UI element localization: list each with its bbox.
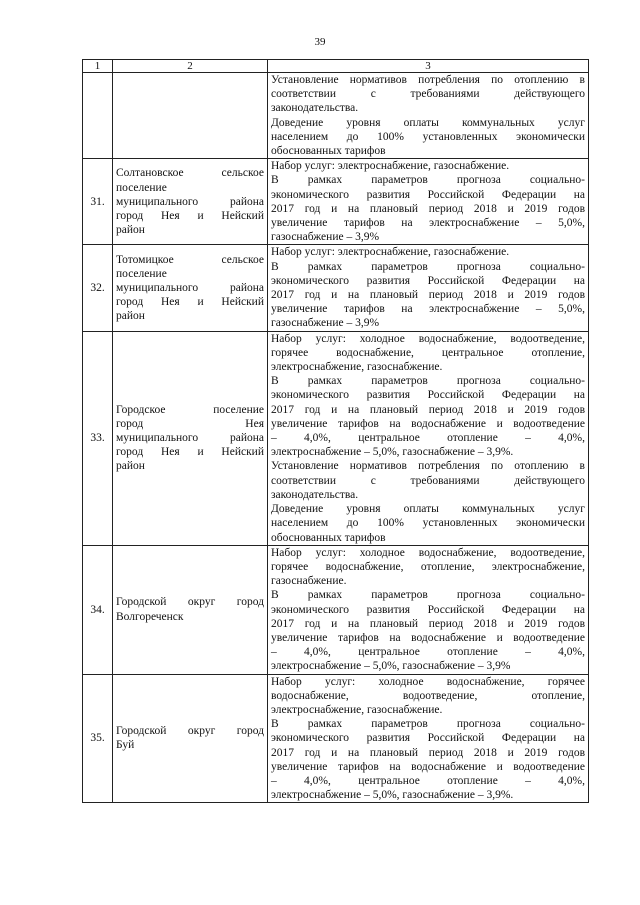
- table-row: [83, 545, 589, 674]
- description-line: Доведение уровня оплаты коммунальных услуг: [271, 503, 585, 516]
- description-paragraph: [271, 546, 585, 589]
- measures-description: [268, 674, 589, 803]
- description-paragraph: [271, 332, 585, 375]
- table-row: [83, 73, 589, 159]
- description-line: электроснабжение – 5,0%, газоснабжение – 3,9%.: [271, 789, 514, 802]
- description-line: Доведение уровня оплаты коммунальных услуг: [271, 116, 585, 129]
- description-line: экономического развития Российской Федерации на: [271, 732, 585, 745]
- description-line: газоснабжение.: [271, 575, 347, 588]
- row-number: 35.: [83, 674, 113, 803]
- description-paragraph: [271, 73, 585, 116]
- header-row: [83, 60, 589, 73]
- description-line: населением до 100% установленных экономически: [271, 517, 585, 530]
- tariff-table: [82, 59, 589, 803]
- table-row: [83, 674, 589, 803]
- municipality-name-line: Буй: [116, 739, 135, 752]
- header-col-1: 1: [83, 60, 113, 73]
- description-paragraph: [271, 260, 585, 331]
- description-paragraph: [271, 459, 585, 502]
- description-line: увеличение тарифов на электроснабжение – 5,0%,: [271, 303, 585, 316]
- measures-description: [268, 245, 589, 331]
- description-line: обоснованных тарифов: [271, 145, 386, 158]
- description-line: газоснабжение – 3,9%: [271, 317, 380, 330]
- description-line: экономического развития Российской Федерации на: [271, 389, 585, 402]
- description-line: соответствии с требованиями действующего: [271, 88, 585, 101]
- description-line: экономического развития Российской Федерации на: [271, 603, 585, 616]
- description-line: 2017 год и на плановый период 2018 и 2019 годов: [271, 403, 585, 416]
- description-line: 2017 год и на плановый период 2018 и 2019 годов: [271, 289, 585, 302]
- description-line: 2017 год и на плановый период 2018 и 2019 годов: [271, 746, 585, 759]
- municipality-name-line: муниципального района: [116, 432, 264, 445]
- description-line: электроснабжение – 5,0%, газоснабжение – 3,9%.: [271, 446, 514, 459]
- measures-description: [268, 545, 589, 674]
- description-line: – 4,0%, центральное отопление – 4,0%,: [271, 774, 585, 787]
- row-number: 32.: [83, 245, 113, 331]
- description-line: – 4,0%, центральное отопление – 4,0%,: [271, 432, 585, 445]
- municipality-name-line: Городское поселение: [116, 403, 264, 416]
- description-line: населением до 100% установленных экономически: [271, 130, 585, 143]
- description-line: горячее водоснабжение, центральное отопление,: [271, 346, 585, 359]
- description-paragraph: [271, 173, 585, 244]
- measures-description: [268, 73, 589, 159]
- description-paragraph: [271, 588, 585, 673]
- municipality-name-line: Городской округ город: [116, 725, 264, 738]
- municipality-name-line: район: [116, 224, 145, 237]
- description-line: Набор услуг: электроснабжение, газоснабжение.: [271, 160, 510, 173]
- row-number: 34.: [83, 545, 113, 674]
- municipality-name: [113, 159, 268, 245]
- table-row: [83, 159, 589, 245]
- description-line: 2017 год и на плановый период 2018 и 2019 годов: [271, 617, 585, 630]
- description-line: обоснованных тарифов: [271, 531, 386, 544]
- description-line: электроснабжение – 5,0%, газоснабжение – 3,9%: [271, 660, 511, 673]
- municipality-name: [113, 674, 268, 803]
- header-col-3: 3: [268, 60, 589, 73]
- description-line: Установление нормативов потребления по отоплению в: [271, 460, 585, 473]
- municipality-name-line: город Нея и Нейский: [116, 296, 264, 309]
- description-paragraph: [271, 675, 585, 718]
- description-line: Набор услуг: электроснабжение, газоснабжение.: [271, 246, 510, 259]
- description-line: экономического развития Российской Федерации на: [271, 188, 585, 201]
- description-line: горячее водоснабжение, отопление, электроснабжение,: [271, 560, 585, 573]
- municipality-name-line: Солтановское сельское: [116, 167, 264, 180]
- municipality-name: [113, 245, 268, 331]
- description-line: Набор услуг: холодное водоснабжение, водоотведение,: [271, 332, 585, 345]
- municipality-name-line: район: [116, 310, 145, 323]
- municipality-name-line: муниципального района: [116, 195, 264, 208]
- municipality-name-line: поселение: [116, 181, 167, 194]
- description-line: увеличение тарифов на водоснабжение и водоотведение: [271, 760, 585, 773]
- municipality-name-line: Тотомицкое сельское: [116, 253, 264, 266]
- description-line: экономического развития Российской Федерации на: [271, 274, 585, 287]
- description-paragraph: [271, 502, 585, 545]
- description-paragraph: [271, 116, 585, 159]
- municipality-name: [113, 545, 268, 674]
- description-line: В рамках параметров прогноза социально-: [271, 375, 585, 388]
- description-paragraph: [271, 374, 585, 459]
- description-line: законодательства.: [271, 488, 359, 501]
- row-number: 33.: [83, 331, 113, 545]
- table-row: [83, 245, 589, 331]
- measures-description: [268, 159, 589, 245]
- description-line: электроснабжение, газоснабжение.: [271, 703, 443, 716]
- page-number: 39: [314, 36, 326, 48]
- description-line: 2017 год и на плановый период 2018 и 2019 годов: [271, 202, 585, 215]
- header-col-2: 2: [113, 60, 268, 73]
- description-line: водоснабжение, водоотведение, отопление,: [271, 689, 585, 702]
- description-line: Набор услуг: холодное водоснабжение, горячее: [271, 675, 585, 688]
- table-row: [83, 331, 589, 545]
- municipality-name-line: город Нея и Нейский: [116, 209, 264, 222]
- description-line: газоснабжение – 3,9%: [271, 231, 380, 244]
- municipality-name: [113, 73, 268, 159]
- description-line: увеличение тарифов на водоснабжение и водоотведение: [271, 631, 585, 644]
- description-line: увеличение тарифов на водоснабжение и водоотведение: [271, 417, 585, 430]
- municipality-name-line: Волгореченск: [116, 610, 184, 623]
- municipality-name-line: Городской округ город: [116, 596, 264, 609]
- municipality-name-line: город Нея и Нейский: [116, 446, 264, 459]
- row-number: [83, 73, 113, 159]
- municipality-name-line: поселение: [116, 267, 167, 280]
- municipality-name-line: муниципального района: [116, 281, 264, 294]
- description-line: В рамках параметров прогноза социально-: [271, 174, 585, 187]
- description-line: электроснабжение, газоснабжение.: [271, 361, 443, 374]
- description-paragraph: [271, 159, 585, 173]
- municipality-name-line: город Нея: [116, 417, 264, 430]
- table-body: [83, 73, 589, 803]
- description-paragraph: [271, 245, 585, 259]
- description-line: соответствии с требованиями действующего: [271, 474, 585, 487]
- row-number: 31.: [83, 159, 113, 245]
- description-line: В рамках параметров прогноза социально-: [271, 260, 585, 273]
- measures-description: [268, 331, 589, 545]
- description-line: Установление нормативов потребления по отоплению в: [271, 74, 585, 86]
- municipality-name: [113, 331, 268, 545]
- description-line: В рамках параметров прогноза социально-: [271, 718, 585, 731]
- municipality-name-line: район: [116, 460, 145, 473]
- description-line: увеличение тарифов на электроснабжение – 5,0%,: [271, 217, 585, 230]
- description-line: В рамках параметров прогноза социально-: [271, 589, 585, 602]
- description-paragraph: [271, 717, 585, 802]
- description-line: законодательства.: [271, 102, 359, 115]
- description-line: Набор услуг: холодное водоснабжение, водоотведение,: [271, 546, 585, 559]
- description-line: – 4,0%, центральное отопление – 4,0%,: [271, 646, 585, 659]
